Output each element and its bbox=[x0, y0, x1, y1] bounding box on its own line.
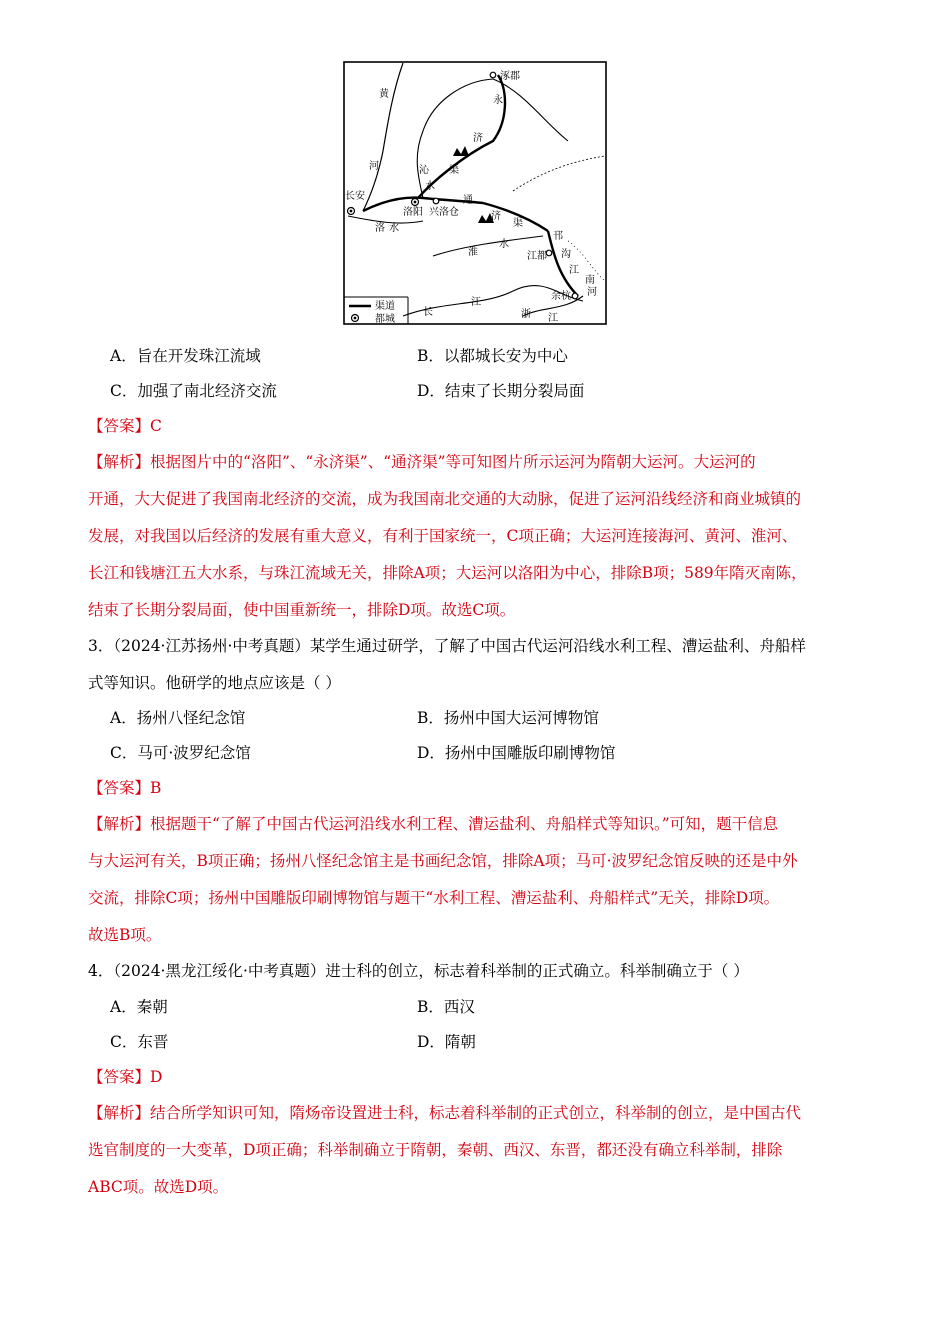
q4-option-a: A．秦朝 bbox=[110, 998, 168, 1016]
map-label-shui1: 水 bbox=[425, 181, 435, 192]
q4-analysis-line-3: ABC项。故选D项。 bbox=[88, 1178, 229, 1196]
q3-option-a: A．扬州八怪纪念馆 bbox=[110, 709, 246, 727]
q3-analysis-text-1: 根据题干“了解了中国古代运河沿线水利工程、漕运盐利、舟船样式等知识。”可知，题干信息 bbox=[150, 815, 779, 833]
q4-answer bbox=[88, 1067, 162, 1087]
map-label-changan: 长安 bbox=[345, 191, 365, 202]
map-label-qin: 沁 bbox=[419, 165, 429, 176]
map-label-luoyang: 洛阳 bbox=[403, 207, 423, 218]
q2-analysis-line-4: 长江和钱塘江五大水系，与珠江流域无关，排除A项；大运河以洛阳为中心，排除B项；589年隋灭南陈， bbox=[88, 564, 807, 582]
map-label-huai: 淮 bbox=[468, 247, 478, 258]
map-label-qu1: 渠 bbox=[449, 165, 459, 176]
q4-answer-value: D bbox=[150, 1068, 163, 1086]
q4-answer-tag: 【答案】 bbox=[88, 1068, 151, 1086]
map-label-nan: 南 bbox=[585, 275, 595, 286]
q4-option-c: C．东晋 bbox=[110, 1033, 169, 1051]
q2-answer bbox=[88, 416, 162, 436]
q4-stem-line-1: 4．（2024·黑龙江绥化·中考真题）进士科的创立，标志着科举制的正式确立。科举制确立于（ ） bbox=[88, 962, 749, 980]
map-label-jiangdu: 江都 bbox=[527, 251, 547, 262]
q3-analysis-line-3: 交流，排除C项；扬州中国雕版印刷博物馆与题干“水利工程、漕运盐利、舟船样式”无关，排除D项。 bbox=[88, 889, 780, 907]
q4-option-d: D．隋朝 bbox=[417, 1033, 476, 1051]
map-label-luo: 洛 bbox=[375, 223, 385, 234]
map-label-chang: 长 bbox=[423, 307, 433, 318]
q2-answer-value: C bbox=[150, 417, 162, 435]
q3-analysis-tag: 【解析】 bbox=[88, 815, 151, 833]
q2-analysis-line-5: 结束了长期分裂局面，使中国重新统一，排除D项。故选C项。 bbox=[88, 601, 516, 619]
q4-analysis-line-1 bbox=[88, 1103, 801, 1123]
q4-option-b: B．西汉 bbox=[417, 998, 475, 1016]
q2-analysis-line-1 bbox=[88, 452, 756, 472]
q3-answer-value: B bbox=[150, 779, 162, 797]
map-label-han: 邗 bbox=[553, 231, 563, 242]
legend-capital-label: 都城 bbox=[375, 314, 395, 325]
map-label-ji2: 济 bbox=[491, 211, 501, 222]
map-label-gou: 沟 bbox=[561, 249, 571, 260]
q3-analysis-line-1 bbox=[88, 814, 778, 834]
q2-option-a: A．旨在开发珠江流域 bbox=[110, 347, 261, 365]
q3-answer bbox=[88, 778, 161, 798]
q3-stem-line-2: 式等知识。他研学的地点应该是（ ） bbox=[88, 674, 341, 692]
map-label-xingluocang: 兴洛仓 bbox=[429, 207, 459, 218]
q3-option-b: B．扬州中国大运河博物馆 bbox=[417, 709, 599, 727]
map-label-he: 河 bbox=[369, 161, 379, 172]
q2-option-d: D．结束了长期分裂局面 bbox=[417, 382, 585, 400]
q2-analysis-text-1: 根据图片中的“洛阳”、“永济渠”、“通济渠”等可知图片所示运河为隋朝大运河。大运河的 bbox=[150, 453, 756, 471]
q4-analysis-text-1: 结合所学知识可知，隋炀帝设置进士科，标志着科举制的正式创立，科举制的创立，是中国古代 bbox=[150, 1104, 802, 1122]
q4-analysis-line-2: 选官制度的一大变革，D项正确；科举制确立于隋朝，秦朝、西汉、东晋，都还没有确立科举制，排除 bbox=[88, 1141, 783, 1159]
q2-analysis-line-2: 开通，大大促进了我国南北经济的交流，成为我国南北交通的大动脉，促进了运河沿线经济和商业城镇的 bbox=[88, 490, 802, 508]
map-label-zhe: 浙 bbox=[521, 309, 531, 320]
grand-canal-map bbox=[343, 61, 607, 325]
q2-answer-tag: 【答案】 bbox=[88, 417, 151, 435]
map-label-jiang3: 江 bbox=[548, 313, 558, 324]
q2-analysis-line-3: 发展，对我国以后经济的发展有重大意义，有利于国家统一，C项正确；大运河连接海河、黄河、淮河、 bbox=[88, 527, 798, 545]
q2-option-b: B．以都城长安为中心 bbox=[417, 347, 568, 365]
q3-analysis-line-4: 故选B项。 bbox=[88, 926, 162, 944]
q3-option-c: C．马可·波罗纪念馆 bbox=[110, 744, 251, 762]
q3-option-d: D．扬州中国雕版印刷博物馆 bbox=[417, 744, 616, 762]
q2-option-c: C．加强了南北经济交流 bbox=[110, 382, 277, 400]
map-label-ji1: 济 bbox=[473, 133, 483, 144]
q3-answer-tag: 【答案】 bbox=[88, 779, 151, 797]
legend-canal-label: 渠道 bbox=[375, 301, 395, 312]
map-label-shui2: 水 bbox=[389, 223, 399, 234]
map-label-huang: 黄 bbox=[379, 89, 389, 100]
map-label-qu2: 渠 bbox=[513, 218, 523, 229]
map-label-zhuojun: 涿郡 bbox=[500, 71, 520, 82]
map-label-tong: 通 bbox=[463, 195, 473, 206]
map-label-jiang2: 江 bbox=[471, 297, 481, 308]
q3-stem-line-1: 3．（2024·江苏扬州·中考真题）某学生通过研学，了解了中国古代运河沿线水利工程、漕运盐利、舟船样 bbox=[88, 637, 806, 655]
q2-analysis-tag: 【解析】 bbox=[88, 453, 151, 471]
map-label-shui3: 水 bbox=[499, 239, 509, 250]
q4-analysis-tag: 【解析】 bbox=[88, 1104, 151, 1122]
map-label-he2: 河 bbox=[587, 287, 597, 298]
map-label-yuhang: 余杭 bbox=[551, 291, 571, 302]
map-label-yong: 永 bbox=[493, 95, 503, 106]
q3-analysis-line-2: 与大运河有关，B项正确；扬州八怪纪念馆主是书画纪念馆，排除A项；马可·波罗纪念馆反映的还是中外 bbox=[88, 852, 798, 870]
map-label-jiang1: 江 bbox=[569, 265, 579, 276]
